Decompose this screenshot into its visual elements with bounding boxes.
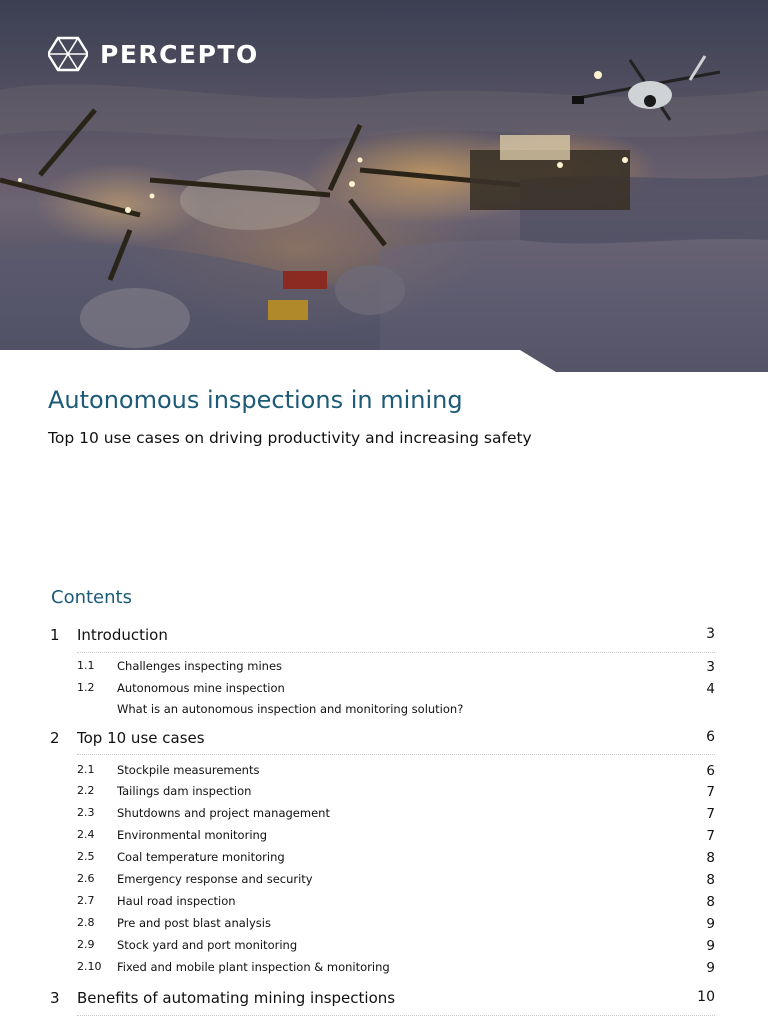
- contents-heading: Contents: [51, 587, 132, 608]
- brand-name: PERCEPTO: [100, 39, 259, 69]
- toc-page-number: 9: [706, 916, 715, 932]
- toc-page-number: 3: [706, 626, 715, 642]
- toc-page-number: 3: [706, 659, 715, 675]
- hero-cut-shape: [0, 350, 768, 372]
- document-title: Autonomous inspections in mining: [48, 386, 463, 414]
- divider: [77, 754, 715, 755]
- document-subtitle: Top 10 use cases on driving productivity and increasing safety: [48, 429, 532, 447]
- toc-item-title: What is an autonomous inspection and monitoring solution?: [117, 702, 464, 716]
- toc-item-number: 2.2: [77, 784, 95, 797]
- toc-page-number: 6: [706, 729, 715, 745]
- toc-section-number: 3: [50, 989, 60, 1007]
- percepto-logo: [48, 36, 259, 72]
- faceted-hexagon-icon: [48, 36, 88, 72]
- toc-item-number: 2.1: [77, 763, 95, 776]
- cover-photo: [0, 0, 768, 372]
- toc-item-title: Coal temperature monitoring: [117, 850, 285, 864]
- toc-item-title: Autonomous mine inspection: [117, 681, 285, 695]
- toc-section-number: 1: [50, 626, 60, 644]
- toc-item-number: 1.1: [77, 659, 95, 672]
- toc-item-title: Fixed and mobile plant inspection & monitoring: [117, 960, 390, 974]
- toc-item-title: Stockpile measurements: [117, 763, 260, 777]
- toc-section-title: Benefits of automating mining inspections: [77, 989, 396, 1007]
- toc-page-number: 9: [706, 938, 715, 954]
- toc-item-title: Challenges inspecting mines: [117, 659, 283, 673]
- toc-page-number: 8: [706, 872, 715, 888]
- toc-section-title: Top 10 use cases: [77, 729, 205, 747]
- toc-page-number: 8: [706, 850, 715, 866]
- toc-page-number: 4: [706, 681, 715, 697]
- toc-item-number: 2.10: [77, 960, 102, 973]
- toc-page-number: 10: [697, 989, 715, 1005]
- toc-page-number: 8: [706, 894, 715, 910]
- toc-page-number: 9: [706, 960, 715, 976]
- toc-page-number: 6: [706, 763, 715, 779]
- toc-page-number: 7: [706, 784, 715, 800]
- toc-section-title: Introduction: [77, 626, 168, 644]
- toc-item-number: 1.2: [77, 681, 95, 694]
- toc-item-number: 2.7: [77, 894, 95, 907]
- toc-item-number: 2.6: [77, 872, 95, 885]
- toc-section-number: 2: [50, 729, 60, 747]
- toc-item-title: Pre and post blast analysis: [117, 916, 271, 930]
- toc-item-title: Tailings dam inspection: [117, 784, 252, 798]
- toc-page-number: 7: [706, 828, 715, 844]
- toc-item-title: Shutdowns and project management: [117, 806, 330, 820]
- toc-item-number: 2.5: [77, 850, 95, 863]
- divider: [77, 1015, 715, 1016]
- toc-item-number: 2.3: [77, 806, 95, 819]
- toc-item-number: 2.4: [77, 828, 95, 841]
- toc-item-title: Stock yard and port monitoring: [117, 938, 298, 952]
- toc-item-number: 2.8: [77, 916, 95, 929]
- toc-item-number: 2.9: [77, 938, 95, 951]
- toc-item-title: Emergency response and security: [117, 872, 313, 886]
- toc-item-title: Haul road inspection: [117, 894, 236, 908]
- divider: [77, 652, 715, 653]
- toc-item-title: Environmental monitoring: [117, 828, 268, 842]
- toc-page-number: 7: [706, 806, 715, 822]
